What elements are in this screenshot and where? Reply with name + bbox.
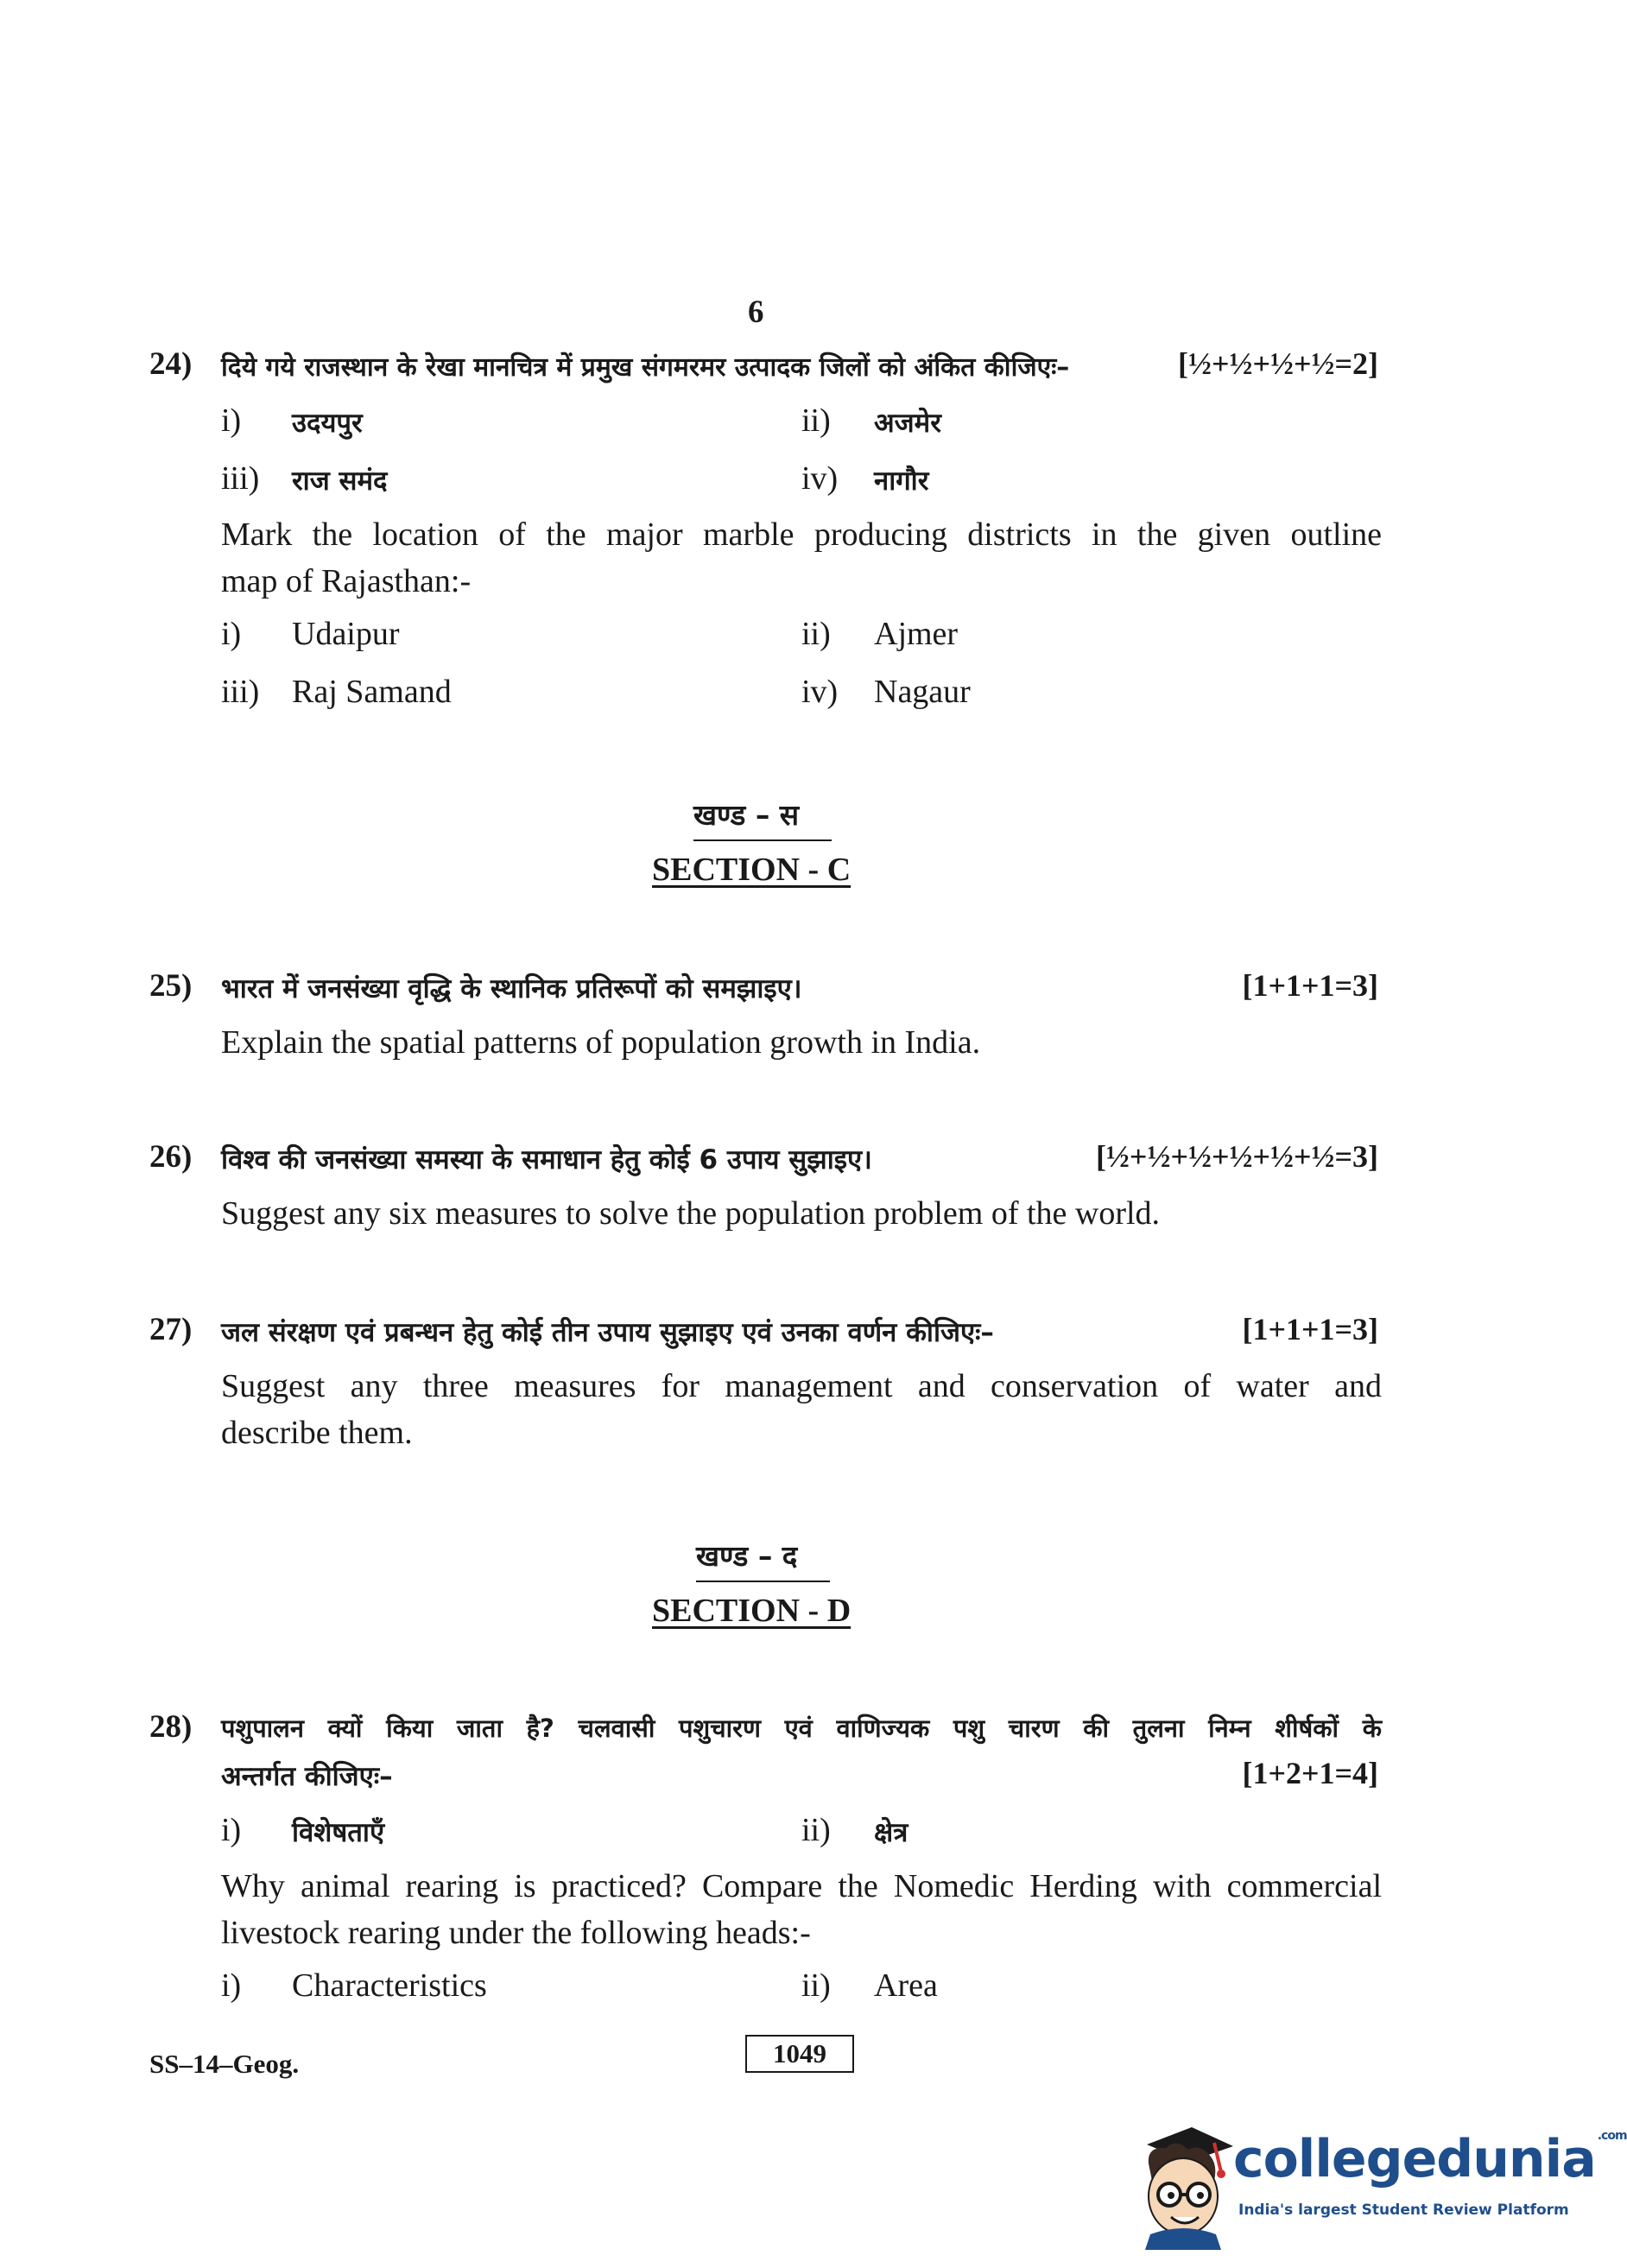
q24-marks: [½+½+½+½=2] bbox=[1177, 346, 1378, 381]
q25-hindi-text: भारत में जनसंख्या वृद्धि के स्थानिक प्रतिरूपों को समझाइए। bbox=[221, 973, 802, 1004]
q24-hindi-opt1-label: i) bbox=[221, 402, 242, 439]
question-number-26: 26) bbox=[149, 1139, 193, 1175]
q28-hindi-opt2-label: ii) bbox=[801, 1812, 831, 1848]
q28-hindi-line1: पशुपालन क्यों किया जाता है? चलवासी पशुचारण एवं वाणिज्यक पशु चारण की तुलना निम्न शीर्षकों के bbox=[221, 1714, 1382, 1743]
q28-english-opt2-text: Area bbox=[874, 1967, 938, 2004]
student-mascot-icon bbox=[1131, 2112, 1235, 2250]
footer-number-box: 1049 bbox=[745, 2035, 854, 2073]
q27-hindi-text: जल संरक्षण एवं प्रबन्धन हेतु कोई तीन उपाय सुझाइए एवं उनका वर्णन कीजिएः– bbox=[221, 1317, 994, 1348]
q26-hindi-text: विश्व की जनसंख्या समस्या के समाधान हेतु कोई 6 उपाय सुझाइए। bbox=[221, 1144, 872, 1175]
section-d-hindi-heading: खण्ड – द bbox=[696, 1539, 798, 1573]
q24-hindi-opt2-text: अजमेर bbox=[874, 408, 941, 439]
collegedunia-logo[interactable] bbox=[1131, 2112, 1627, 2258]
question-number-28: 28) bbox=[149, 1709, 193, 1745]
section-d-heading: SECTION - D bbox=[652, 1593, 851, 1629]
q24-english-opt3-text: Raj Samand bbox=[292, 674, 452, 710]
section-c-hindi-heading: खण्ड – स bbox=[693, 798, 800, 832]
q24-hindi-opt3-text: राज समंद bbox=[292, 466, 388, 497]
brand-tagline: India's largest Student Review Platform bbox=[1238, 2201, 1569, 2219]
question-number-27: 27) bbox=[149, 1312, 193, 1347]
question-number-25: 25) bbox=[149, 968, 193, 1004]
q24-hindi-text: दिये गये राजस्थान के रेखा मानचित्र में प्रमुख संगमरमर उत्पादक जिलों को अंकित कीजिएः– bbox=[221, 352, 1070, 383]
brand-name-text: collegedunia bbox=[1233, 2129, 1596, 2189]
footer-code: SS–14–Geog. bbox=[149, 2049, 300, 2079]
q24-english-opt3-label: iii) bbox=[221, 674, 260, 710]
q24-english-opt1-text: Udaipur bbox=[292, 616, 400, 652]
q28-english-line1: Why animal rearing is practiced? Compare the Nomedic Herding with commercial bbox=[221, 1868, 1382, 1904]
section-d-divider bbox=[696, 1581, 830, 1582]
q24-hindi-opt3-label: iii) bbox=[221, 460, 260, 497]
q24-english-line2: map of Rajasthan:- bbox=[221, 563, 472, 599]
q24-hindi-opt1-text: उदयपुर bbox=[292, 408, 363, 439]
q28-hindi-line2: अन्तर्गत कीजिएः– bbox=[221, 1761, 393, 1792]
q28-marks: [1+2+1=4] bbox=[1242, 1756, 1378, 1790]
q28-english-opt1-text: Characteristics bbox=[292, 1967, 487, 2004]
q24-english-opt2-label: ii) bbox=[801, 616, 831, 652]
q24-english-line1: Mark the location of the major marble producing districts in the given outline bbox=[221, 516, 1382, 553]
q25-english-text: Explain the spatial patterns of population growth in India. bbox=[221, 1024, 981, 1061]
q24-hindi-opt4-label: iv) bbox=[801, 460, 839, 497]
q26-marks: [½+½+½+½+½+½=3] bbox=[1095, 1139, 1378, 1174]
question-number-24: 24) bbox=[149, 346, 193, 382]
section-c-heading: SECTION - C bbox=[652, 852, 851, 888]
q24-english-opt4-text: Nagaur bbox=[874, 674, 971, 710]
q28-english-opt1-label: i) bbox=[221, 1967, 242, 2004]
q28-english-opt2-label: ii) bbox=[801, 1967, 831, 2004]
q27-english-line2: describe them. bbox=[221, 1415, 413, 1451]
brand-name bbox=[1233, 2129, 1627, 2189]
q24-hindi-opt2-label: ii) bbox=[801, 402, 831, 439]
q24-english-opt1-label: i) bbox=[221, 616, 242, 652]
q28-hindi-opt1-text: विशेषताएँ bbox=[292, 1817, 385, 1848]
q27-marks: [1+1+1=3] bbox=[1242, 1312, 1378, 1346]
page-number: 6 bbox=[748, 295, 764, 330]
q24-english-opt2-text: Ajmer bbox=[874, 616, 959, 652]
q24-english-opt4-label: iv) bbox=[801, 674, 839, 710]
section-c-divider bbox=[693, 839, 832, 841]
q24-hindi-opt4-text: नागौर bbox=[874, 466, 929, 497]
q25-marks: [1+1+1=3] bbox=[1242, 968, 1378, 1003]
q26-english-text: Suggest any six measures to solve the population problem of the world. bbox=[221, 1195, 1161, 1232]
q27-english-line1: Suggest any three measures for management and conservation of water and bbox=[221, 1368, 1382, 1404]
brand-suffix: .com bbox=[1597, 2129, 1627, 2143]
q28-hindi-opt1-label: i) bbox=[221, 1812, 242, 1848]
q28-english-line2: livestock rearing under the following heads:- bbox=[221, 1915, 811, 1951]
q28-hindi-opt2-text: क्षेत्र bbox=[874, 1817, 908, 1848]
